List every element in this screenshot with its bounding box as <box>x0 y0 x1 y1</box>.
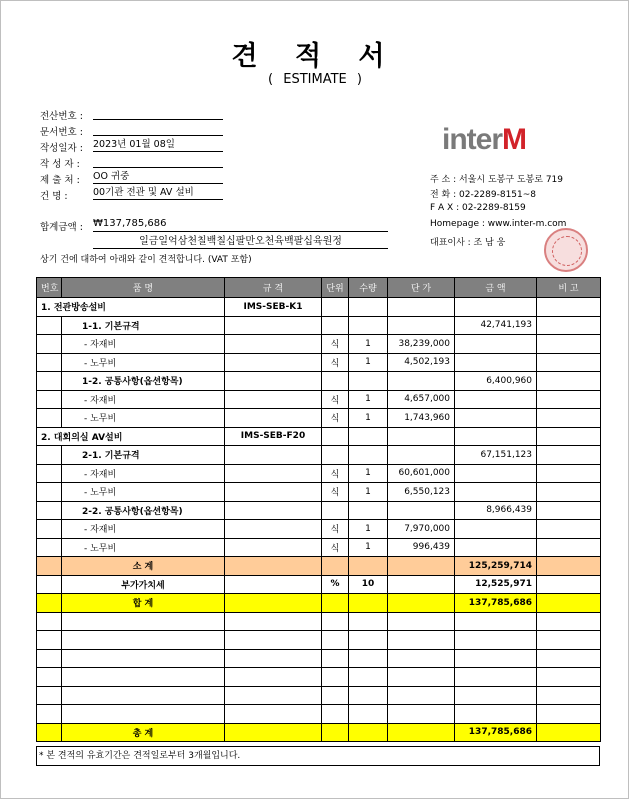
row-spec: IMS-SEB-F20 <box>225 427 322 446</box>
row-unit: 식 <box>322 538 349 557</box>
row-item: - 노무비 <box>62 483 225 502</box>
table-row <box>37 335 601 354</box>
table-row <box>37 353 601 372</box>
table-row <box>37 501 601 520</box>
row-item: - 자재비 <box>62 335 225 354</box>
sum-row <box>37 594 601 613</box>
company-phone: 전 화 : 02-2289-8151~8 <box>430 190 537 200</box>
row-spec: IMS-SEB-K1 <box>225 298 322 317</box>
document-title: 견 적 서 <box>231 41 399 72</box>
row-qty: 1 <box>349 538 388 557</box>
row-unit: 식 <box>322 335 349 354</box>
field-value-doc-no <box>93 122 223 136</box>
table-row <box>37 464 601 483</box>
footer-note: * 본 견적의 유효기간은 견적일로부터 3개월입니다. <box>36 746 600 766</box>
company-ceo: 대표이사 : 조 남 웅 <box>430 238 506 248</box>
table-row <box>37 390 601 409</box>
total-amount-label: 합계금액 : <box>40 222 83 233</box>
row-unit: 식 <box>322 390 349 409</box>
row-amount <box>455 520 537 539</box>
row-unit: 식 <box>322 464 349 483</box>
row-note <box>537 427 601 446</box>
table-row <box>37 538 601 557</box>
row-item: - 자재비 <box>62 464 225 483</box>
notice-text: 상기 건에 대하여 아래와 같이 견적합니다. (VAT 포함) <box>40 255 252 265</box>
header-spec: 규 격 <box>225 278 322 298</box>
row-spec <box>225 538 322 557</box>
row-note <box>537 409 601 428</box>
logo-text: inter <box>442 123 503 156</box>
total-amount: ₩137,785,686 <box>93 218 167 229</box>
sum-label: 합 계 <box>62 594 225 613</box>
company-homepage: Homepage : www.inter-m.com <box>430 219 567 229</box>
row-amount: 6,400,960 <box>455 372 537 391</box>
row-amount <box>455 409 537 428</box>
row-price <box>388 372 455 391</box>
row-item: - 노무비 <box>62 409 225 428</box>
row-qty <box>349 501 388 520</box>
row-amount <box>455 483 537 502</box>
row-qty <box>349 427 388 446</box>
table-row <box>37 520 601 539</box>
total-amount-korean: 일금일억삼천칠백칠십팔만오천육백팔십육원정 <box>93 235 388 249</box>
estimate-table <box>36 277 601 742</box>
row-unit <box>322 316 349 335</box>
row-unit: 식 <box>322 409 349 428</box>
row-note <box>537 390 601 409</box>
row-price <box>388 427 455 446</box>
row-item: - 노무비 <box>62 353 225 372</box>
row-amount <box>455 464 537 483</box>
row-item: 1. 전관방송설비 <box>37 298 225 317</box>
row-qty: 1 <box>349 353 388 372</box>
row-price <box>388 501 455 520</box>
row-price <box>388 446 455 465</box>
row-unit <box>322 372 349 391</box>
header-unit: 단위 <box>322 278 349 298</box>
row-item: 2-1. 기본규격 <box>62 446 225 465</box>
row-item: 1-1. 기본규격 <box>62 316 225 335</box>
row-amount: 42,741,193 <box>455 316 537 335</box>
grand-total-row <box>37 723 601 742</box>
row-qty <box>349 316 388 335</box>
row-note <box>537 464 601 483</box>
row-spec <box>225 353 322 372</box>
row-amount: 8,966,439 <box>455 501 537 520</box>
row-unit <box>322 298 349 317</box>
row-unit <box>322 446 349 465</box>
row-note <box>537 372 601 391</box>
row-note <box>537 446 601 465</box>
subtotal-amount: 125,259,714 <box>455 557 537 576</box>
company-address: 주 소 : 서울시 도봉구 도봉로 719 <box>430 175 564 185</box>
row-qty: 1 <box>349 483 388 502</box>
field-value-system-no <box>93 106 223 120</box>
field-label-doc-no: 문서번호 : <box>40 127 83 138</box>
field-value-subject: 00기관 전관 및 AV 설비 <box>93 186 223 200</box>
header-no: 번호 <box>37 278 62 298</box>
row-spec <box>225 335 322 354</box>
sum-amount: 137,785,686 <box>455 594 537 613</box>
row-spec <box>225 390 322 409</box>
field-label-date: 작성일자 : <box>40 143 83 154</box>
field-value-date: 2023년 01월 08일 <box>93 138 223 152</box>
field-label-author: 작 성 자 : <box>40 159 80 170</box>
row-amount <box>455 427 537 446</box>
logo-accent: M <box>502 123 527 156</box>
vat-unit: % <box>322 575 349 594</box>
table-row <box>37 483 601 502</box>
header-price: 단 가 <box>388 278 455 298</box>
row-qty <box>349 446 388 465</box>
field-label-system-no: 전산번호 : <box>40 111 83 122</box>
vat-row <box>37 575 601 594</box>
row-spec <box>225 409 322 428</box>
empty-row <box>37 631 601 650</box>
row-price: 7,970,000 <box>388 520 455 539</box>
row-amount <box>455 335 537 354</box>
row-note <box>537 298 601 317</box>
row-spec <box>225 501 322 520</box>
empty-row <box>37 686 601 705</box>
row-spec <box>225 483 322 502</box>
table-row <box>37 316 601 335</box>
company-seal-stamp <box>544 228 588 272</box>
row-price: 60,601,000 <box>388 464 455 483</box>
row-item: - 자재비 <box>62 520 225 539</box>
row-spec <box>225 520 322 539</box>
row-qty <box>349 372 388 391</box>
row-unit: 식 <box>322 353 349 372</box>
row-spec <box>225 446 322 465</box>
field-value-recipient: OO 귀중 <box>93 170 223 184</box>
document-subtitle: ( ESTIMATE ) <box>268 72 362 87</box>
row-unit <box>322 427 349 446</box>
row-note <box>537 335 601 354</box>
row-item: 1-2. 공통사항(옵션항목) <box>62 372 225 391</box>
row-unit <box>322 501 349 520</box>
empty-row <box>37 612 601 631</box>
row-amount <box>455 390 537 409</box>
subtotal-label: 소 계 <box>62 557 225 576</box>
row-item: 2. 대회의실 AV설비 <box>37 427 225 446</box>
row-amount <box>455 298 537 317</box>
row-price <box>388 298 455 317</box>
row-qty: 1 <box>349 409 388 428</box>
empty-row <box>37 705 601 724</box>
grand-total-label: 총 계 <box>62 723 225 742</box>
empty-row <box>37 649 601 668</box>
row-unit: 식 <box>322 520 349 539</box>
row-amount <box>455 353 537 372</box>
header-note: 비 고 <box>537 278 601 298</box>
row-note <box>537 483 601 502</box>
vat-amount: 12,525,971 <box>455 575 537 594</box>
row-price <box>388 316 455 335</box>
row-note <box>537 501 601 520</box>
row-qty: 1 <box>349 390 388 409</box>
empty-row <box>37 668 601 687</box>
table-row <box>37 427 601 446</box>
header-amount: 금 액 <box>455 278 537 298</box>
field-value-author <box>93 154 223 168</box>
field-label-recipient: 제 출 처 : <box>40 175 80 186</box>
header-qty: 수량 <box>349 278 388 298</box>
company-fax: F A X : 02-2289-8159 <box>430 203 526 213</box>
row-qty: 1 <box>349 520 388 539</box>
row-item: - 자재비 <box>62 390 225 409</box>
vat-label: 부가가치세 <box>62 575 225 594</box>
subtotal-row <box>37 557 601 576</box>
row-note <box>537 520 601 539</box>
row-note <box>537 316 601 335</box>
row-price: 4,502,193 <box>388 353 455 372</box>
row-amount: 67,151,123 <box>455 446 537 465</box>
row-spec <box>225 316 322 335</box>
row-item: - 노무비 <box>62 538 225 557</box>
row-item: 2-2. 공통사항(옵션항목) <box>62 501 225 520</box>
row-price: 6,550,123 <box>388 483 455 502</box>
total-amount-underline <box>93 231 388 232</box>
row-unit: 식 <box>322 483 349 502</box>
row-note <box>537 353 601 372</box>
table-row <box>37 409 601 428</box>
row-price: 38,239,000 <box>388 335 455 354</box>
row-qty: 1 <box>349 464 388 483</box>
header-item: 품 명 <box>62 278 225 298</box>
row-spec <box>225 464 322 483</box>
table-header <box>37 278 601 298</box>
row-price: 4,657,000 <box>388 390 455 409</box>
row-amount <box>455 538 537 557</box>
field-label-subject: 건 명 : <box>40 191 68 202</box>
row-price: 1,743,960 <box>388 409 455 428</box>
row-qty <box>349 298 388 317</box>
row-spec <box>225 372 322 391</box>
table-row <box>37 298 601 317</box>
grand-total-amount: 137,785,686 <box>455 723 537 742</box>
row-price: 996,439 <box>388 538 455 557</box>
vat-rate: 10 <box>349 575 388 594</box>
row-qty: 1 <box>349 335 388 354</box>
table-row <box>37 372 601 391</box>
table-row <box>37 446 601 465</box>
row-note <box>537 538 601 557</box>
company-logo <box>442 123 526 157</box>
